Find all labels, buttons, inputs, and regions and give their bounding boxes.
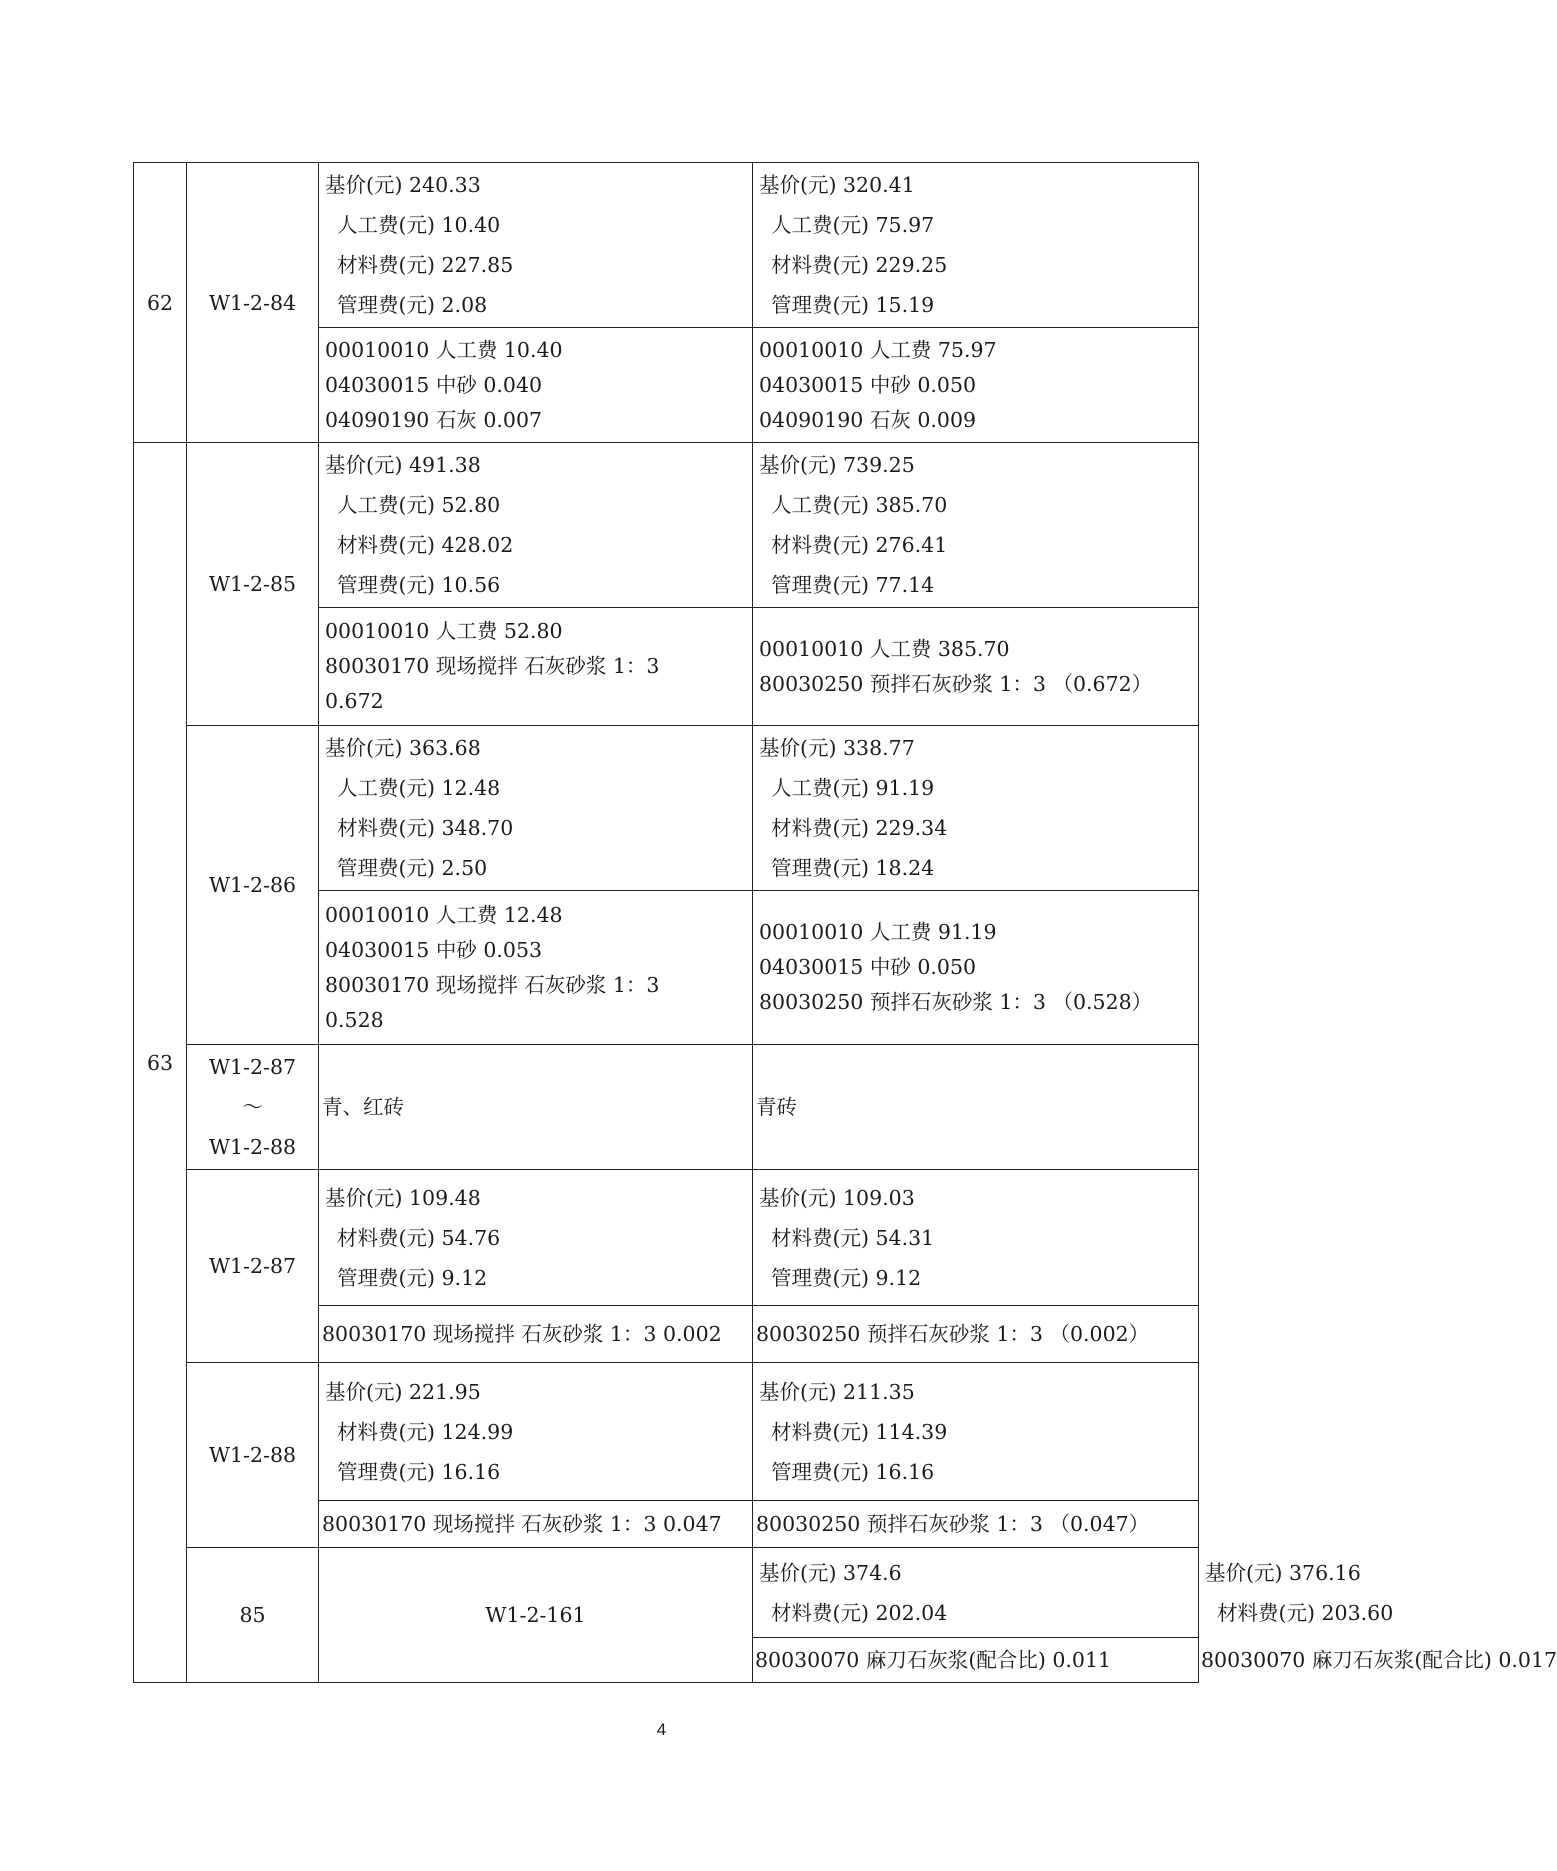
quota-code: W1-2-85 [187,443,319,726]
material-cost: 材料费(元) 203.60 [1217,1600,1394,1625]
material-line: 0.672 [325,689,384,713]
left-price-cell [319,443,753,608]
material-cost: 材料费(元) 227.85 [337,253,514,277]
base-price: 基价(元) 109.48 [325,1185,481,1210]
material-line: 80030250 预拌石灰砂浆 1：3 （0.672） [759,671,1153,696]
material-line: 00010010 人工费 91.19 [759,920,997,944]
page-number: 4 [656,1720,667,1739]
left-material-cell [319,328,753,443]
base-price: 基价(元) 338.77 [759,736,915,760]
material-line: 80030170 现场搅拌 石灰砂浆 1：3 [325,654,660,678]
material-line: 04030015 中砂 0.050 [759,372,977,397]
right-price-cell [753,163,1199,328]
labor-cost: 人工费(元) 91.19 [771,776,935,800]
material-line: 80030170 现场搅拌 石灰砂浆 1：3 0.002 [322,1321,722,1346]
right-price-cell [753,443,1199,608]
material-line: 00010010 人工费 52.80 [325,619,563,643]
row-number: 85 [187,1548,319,1683]
material-cost: 材料费(元) 114.39 [771,1419,948,1444]
material-line: 00010010 人工费 75.97 [759,337,997,362]
management-cost: 管理费(元) 9.12 [771,1265,922,1290]
material-line: 80030250 预拌石灰砂浆 1：3 （0.002） [756,1321,1150,1346]
material-line: 04090190 石灰 0.009 [759,407,977,432]
material-cost: 材料费(元) 276.41 [771,533,948,557]
left-material-cell [319,891,753,1045]
base-price: 基价(元) 374.6 [759,1560,902,1585]
management-cost: 管理费(元) 10.56 [337,573,501,597]
material-line: 04090190 石灰 0.007 [325,407,543,432]
management-cost: 管理费(元) 2.50 [337,856,488,880]
material-line: 04030015 中砂 0.053 [325,937,543,962]
management-cost: 管理费(元) 15.19 [771,293,935,317]
range-end: W1-2-88 [208,1135,297,1159]
material-cost: 材料费(元) 54.31 [771,1225,935,1250]
management-cost: 管理费(元) 77.14 [771,573,935,597]
right-material-cell [753,891,1199,1045]
quota-code: W1-2-86 [187,726,319,1045]
quota-comparison-table: 62 W1-2-84 基价(元) 240.33 人工费(元) 10.40 材料费(元) 227.85 管理费(元) 2.08 基价(元) 320.41 人工费(元) 75.97 材料费(元) 229.25 管理费(元) 15.19 00010010 人工费 10.40 04030015 中砂 0.040 04090190 石灰 0.007 00010010 人工费 75.97 04030015 中砂 0.050 04090190 石灰 0.009 63 W1-2-85 基价(元) 491.38 人工费(元) 52.80 材料费(元) 428.02 管理费(元) 10.56 基价(元) 739.25 人工费(元) 385.70 材料费(元) 276.41 管理费(元) 77.14 00010010 人工费 52.80 80030170 现场搅拌 石灰砂浆 1：3 0.672 00010010 人工费 385.70 80030250 预拌石灰砂浆 1：3 （0.672） W1-2-86 基价(元) 363.68 人工费(元) 12.48 材料费(元) 348.70 管理费(元) 2.50 基价(元) 338.77 人工费(元) 91.19 材料费(元) 229.34 管理费(元) 18.24 00010010 人工费 12.48 04030015 中砂 0.053 80030170 现场搅拌 石灰砂浆 1：3 0.528 00010010 人工费 91.19 04030015 中砂 0.050 80030250 预拌石灰砂浆 1：3 （0.528） W1-2-87 ～ W1-2-88 青、红砖 青砖 W1-2-87 基价(元) 109.48 材料费(元) 54.76 管理费(元) 9.12 基价(元) 109.03 材料费(元) 54.31 管理费(元) 9.12 80030170 现场搅拌 石灰砂浆 1：3 0.002 80030250 预拌石灰砂浆 1：3 （0.002） W1-2-88 基价(元) 221.95 材料费(元) 124.99 管理费(元) 16.16 基价(元) 211.35 材料费(元) 114.39 管理费(元) 16.16 80030170 现场搅拌 石灰砂浆 1：3 0.047 80030250 预拌石灰砂浆 1：3 （0.047） 85 W1-2-161 基价(元) 374.6 材料费(元) 202.04 基价(元) 376.16 材料费(元) 203.60 80030070 麻刀石灰浆(配合比) 0.011 80030070 麻刀石灰浆(配合比) 0.017 [133,162,1199,1683]
left-material-cell [319,1306,753,1363]
material-cost: 材料费(元) 202.04 [771,1600,948,1625]
material-line: 04030015 中砂 0.040 [325,372,543,397]
right-material-cell [753,1306,1199,1363]
quota-code: W1-2-87 [187,1170,319,1363]
material-line: 80030170 现场搅拌 石灰砂浆 1：3 0.047 [322,1511,722,1536]
right-price-cell [753,726,1199,891]
base-price: 基价(元) 739.25 [759,453,915,477]
base-price: 基价(元) 240.33 [325,173,481,197]
quota-code: W1-2-84 [187,163,319,443]
material-cost: 材料费(元) 229.25 [771,253,948,277]
material-line: 80030070 麻刀石灰浆(配合比) 0.011 [755,1647,1112,1672]
right-brick-type: 青砖 [753,1045,1199,1170]
quota-code-range [187,1045,319,1170]
left-material-cell [319,1501,753,1548]
right-material-cell [753,328,1199,443]
material-cost: 材料费(元) 348.70 [337,816,514,840]
right-price-cell [753,1170,1199,1306]
management-cost: 管理费(元) 18.24 [771,856,935,880]
quota-code: W1-2-88 [187,1363,319,1548]
left-brick-type: 青、红砖 [319,1045,753,1170]
row-number: 63 [134,443,187,1683]
labor-cost: 人工费(元) 12.48 [337,776,501,800]
range-separator: ～ [242,1095,263,1119]
quota-code: W1-2-161 [319,1548,753,1683]
right-material-cell [753,608,1199,726]
material-line: 00010010 人工费 10.40 [325,337,563,362]
material-cost: 材料费(元) 229.34 [771,816,948,840]
base-price: 基价(元) 363.68 [325,736,481,760]
base-price: 基价(元) 221.95 [325,1379,481,1404]
material-cost: 材料费(元) 428.02 [337,533,514,557]
material-cost: 材料费(元) 54.76 [337,1225,501,1250]
material-line: 00010010 人工费 12.48 [325,902,563,927]
left-material-cell [753,1638,1199,1683]
material-line: 0.528 [325,1007,384,1032]
base-price: 基价(元) 109.03 [759,1185,915,1210]
left-price-cell [319,1170,753,1306]
left-price-cell [753,1548,1199,1638]
left-material-cell [319,608,753,726]
right-price-cell [753,1363,1199,1501]
base-price: 基价(元) 211.35 [759,1379,915,1404]
material-line: 80030250 预拌石灰砂浆 1：3 （0.528） [759,990,1153,1014]
left-price-cell [319,163,753,328]
range-start: W1-2-87 [208,1055,297,1079]
management-cost: 管理费(元) 9.12 [337,1265,488,1290]
labor-cost: 人工费(元) 52.80 [337,493,501,517]
right-material-cell [753,1501,1199,1548]
material-line: 80030170 现场搅拌 石灰砂浆 1：3 [325,972,660,997]
material-cost: 材料费(元) 124.99 [337,1419,514,1444]
material-line: 04030015 中砂 0.050 [759,955,977,979]
left-price-cell [319,1363,753,1501]
left-price-cell [319,726,753,891]
base-price: 基价(元) 491.38 [325,453,481,477]
row-number: 62 [134,163,187,443]
material-line: 00010010 人工费 385.70 [759,636,1010,661]
management-cost: 管理费(元) 16.16 [771,1459,935,1484]
base-price: 基价(元) 320.41 [759,173,915,197]
management-cost: 管理费(元) 16.16 [337,1459,501,1484]
labor-cost: 人工费(元) 75.97 [771,213,935,237]
material-line: 80030250 预拌石灰砂浆 1：3 （0.047） [756,1511,1150,1536]
labor-cost: 人工费(元) 385.70 [771,493,948,517]
management-cost: 管理费(元) 2.08 [337,293,488,317]
labor-cost: 人工费(元) 10.40 [337,213,501,237]
